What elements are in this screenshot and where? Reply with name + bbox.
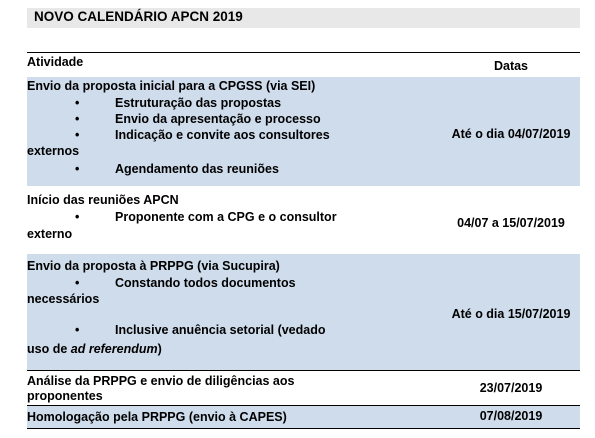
row-date: 04/07 a 15/07/2019	[457, 216, 565, 230]
table-row	[27, 186, 580, 254]
list-item: Constando todos documentos	[115, 276, 296, 290]
list-item-continued: externos	[27, 144, 80, 158]
bullet: •	[75, 96, 80, 110]
list-item: Envio da apresentação e processo	[115, 112, 321, 126]
table-row	[27, 77, 580, 186]
list-item: Estruturação das propostas	[115, 96, 282, 110]
list-item: Proponente com a CPG e o consultor	[115, 210, 337, 224]
bullet: •	[75, 276, 80, 290]
list-item: Inclusive anuência setorial (vedado	[115, 323, 326, 337]
list-item-continued: externo	[27, 227, 73, 241]
table-header	[27, 52, 580, 78]
italic-term: ad referendum	[70, 342, 158, 356]
list-item: Agendamento das reuniões	[115, 162, 279, 176]
bullet: •	[75, 162, 80, 176]
list-item-continued	[27, 341, 162, 357]
row-activity: Homologação pela PRPPG (envio à CAPES)	[27, 410, 287, 424]
row-activity-continued: proponentes	[27, 389, 103, 403]
header-dates: Datas	[493, 59, 529, 73]
text-fragment: )	[157, 342, 162, 356]
list-item: Indicação e convite aos consultores	[115, 128, 330, 142]
row-activity: Envio da proposta inicial para a CPGSS (via SEI)	[27, 79, 316, 93]
table-row	[27, 254, 580, 370]
list-item-continued: necessários	[27, 292, 100, 306]
table-row	[27, 405, 580, 429]
row-activity: Envio da proposta à PRPPG (via Sucupira)	[27, 259, 280, 273]
row-date: Até o dia 04/07/2019	[451, 127, 571, 141]
header-activity: Atividade	[27, 55, 84, 69]
bullet: •	[75, 128, 80, 142]
page-title: NOVO CALENDÁRIO APCN 2019	[34, 9, 243, 24]
row-date: 07/08/2019	[479, 409, 543, 423]
row-date: Até o dia 15/07/2019	[451, 307, 571, 321]
bullet: •	[75, 112, 80, 126]
bullet: •	[75, 323, 80, 337]
text-fragment: uso de	[27, 342, 71, 356]
table-row	[27, 370, 580, 406]
bullet: •	[75, 210, 80, 224]
row-activity: Início das reuniões APCN	[27, 193, 179, 207]
row-date: 23/07/2019	[479, 381, 543, 395]
row-activity: Análise da PRPPG e envio de diligências aos	[27, 374, 295, 388]
